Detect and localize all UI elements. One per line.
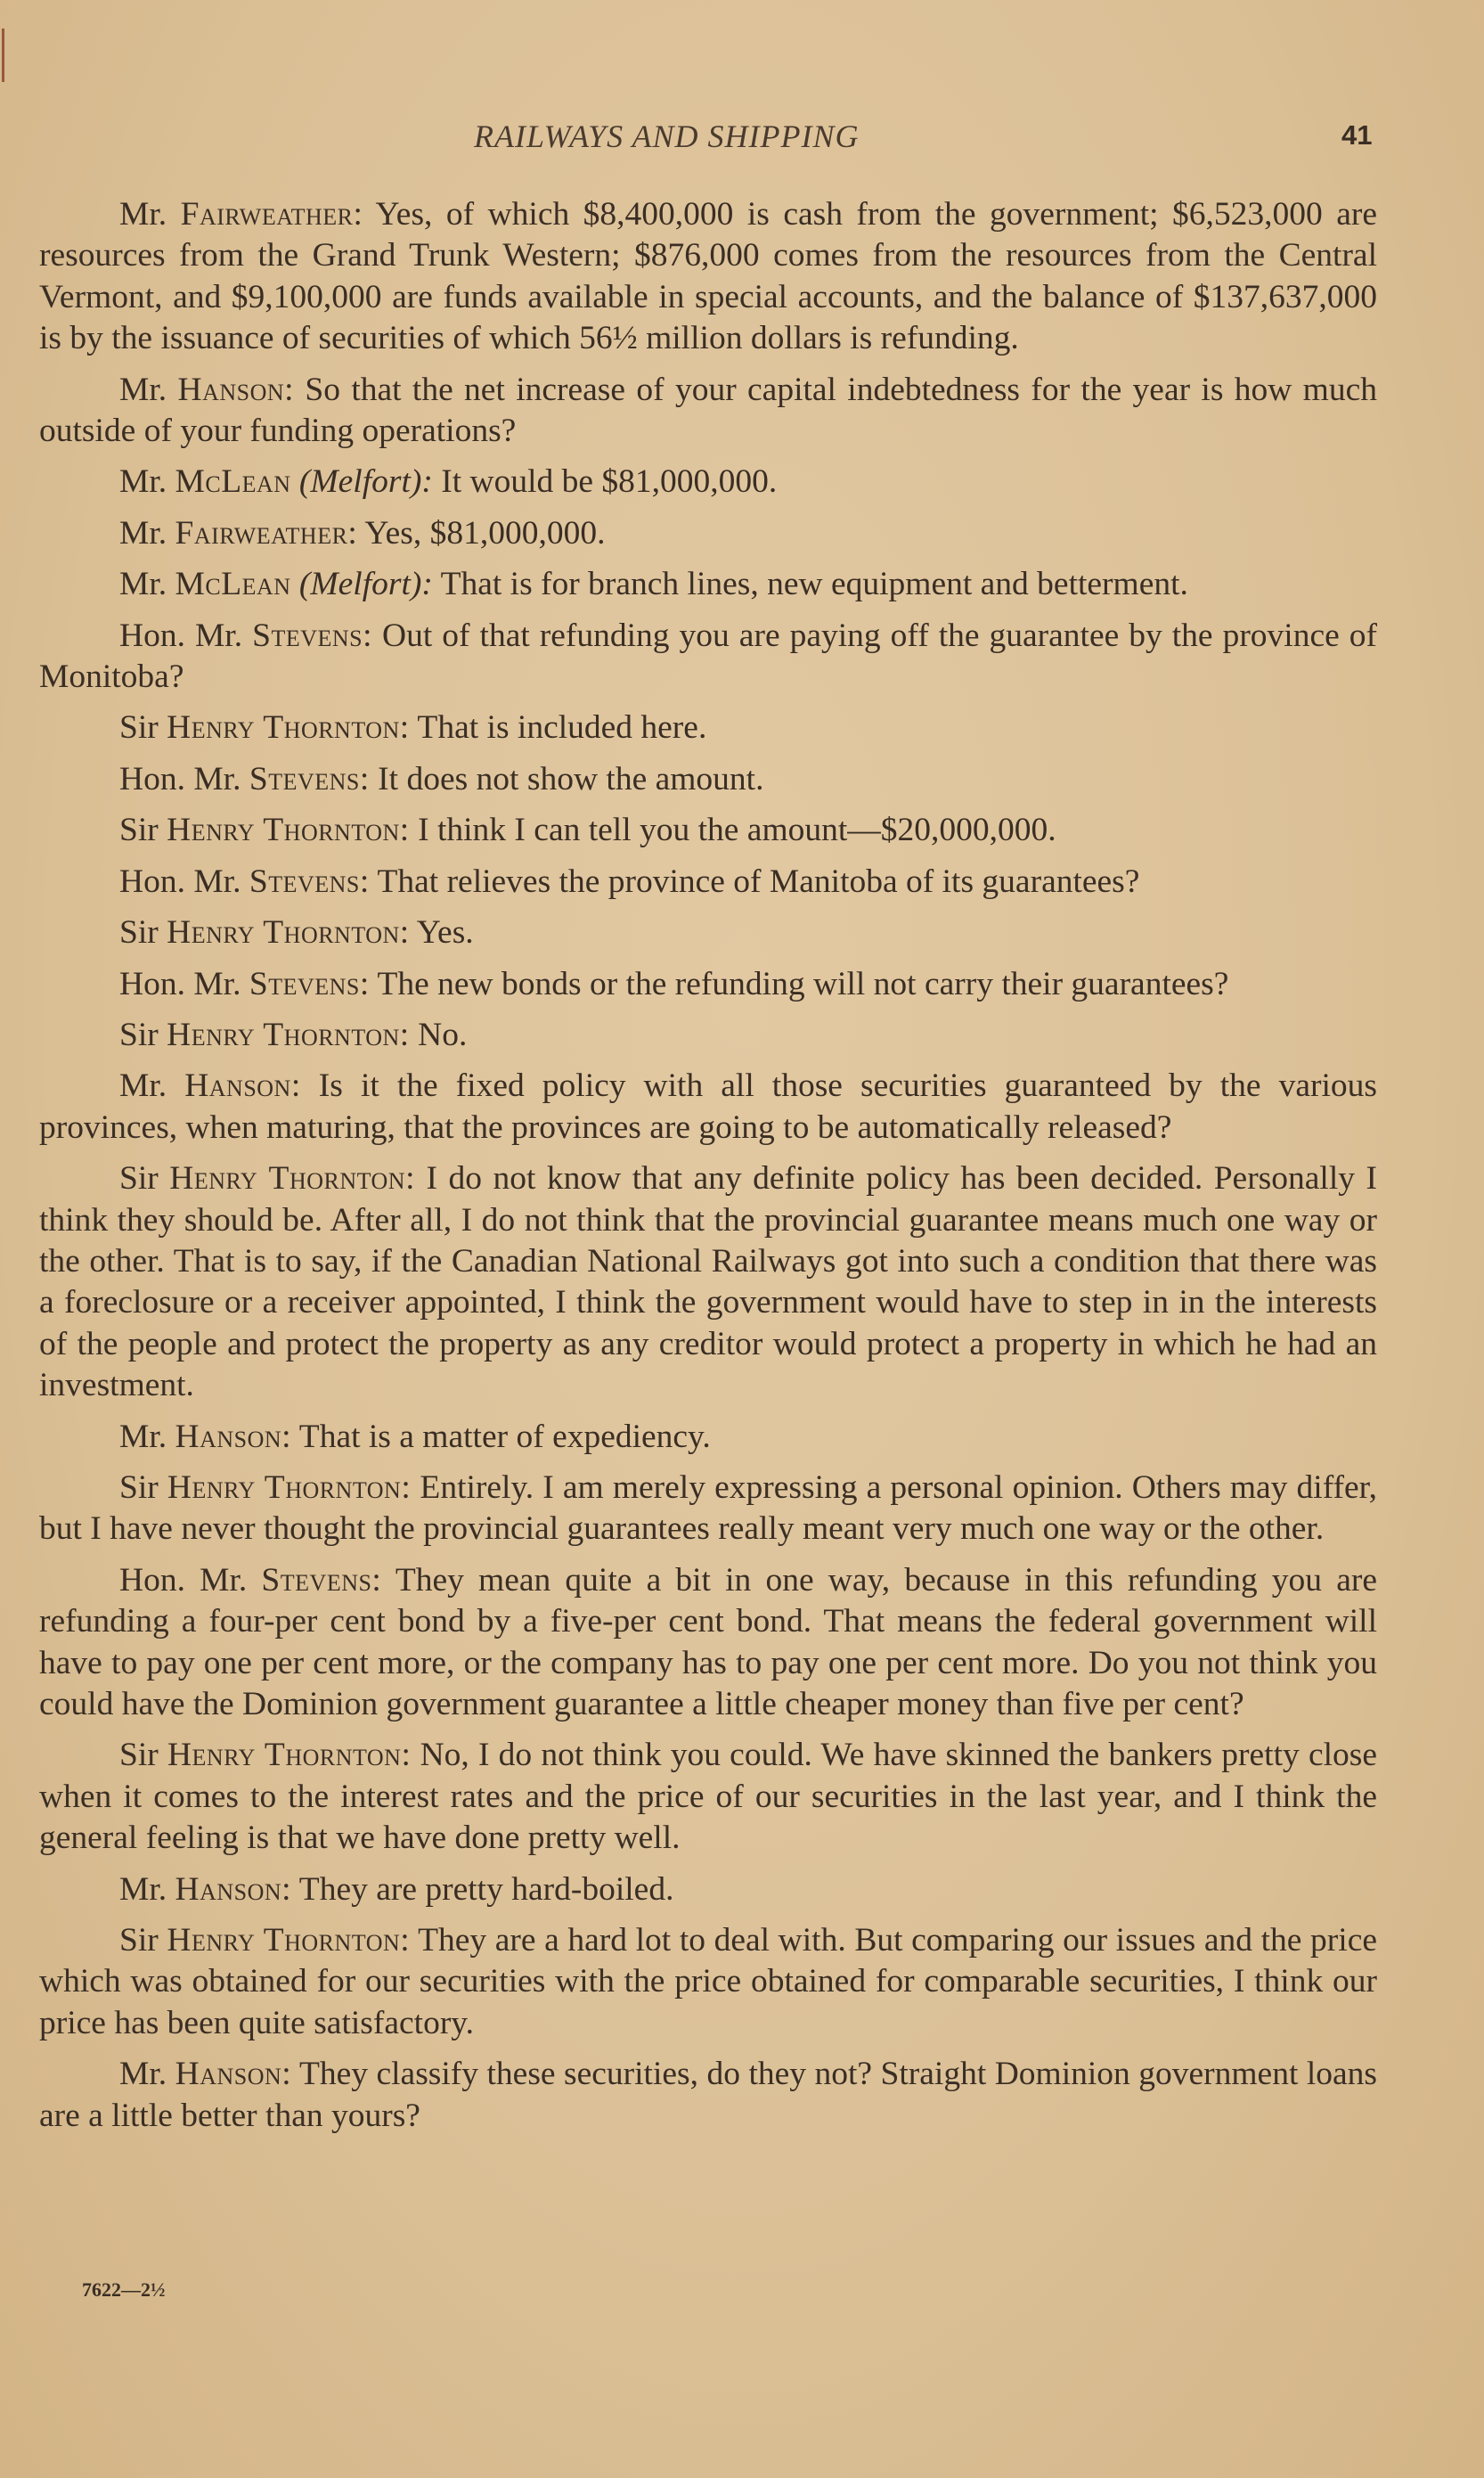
speaker-prefix: Sir [119, 1468, 167, 1506]
speaker-name: Hanson: [175, 2056, 292, 2093]
paragraph-text: They are a hard lot to deal with. But comparing our issues and the price which was obtained for our securities with the price obtained for comparable securities, I think our price has been quite satisfactory. [39, 1922, 1377, 2041]
paragraph [39, 1158, 1377, 1406]
speaker-prefix: Sir [119, 1922, 167, 1959]
speaker-prefix: Mr. [119, 2056, 175, 2093]
paragraph [39, 1869, 1377, 1910]
speaker-prefix: Mr. [119, 1067, 185, 1105]
paragraph [39, 810, 1377, 851]
paragraph-text: Yes, $81,000,000. [357, 514, 606, 552]
paragraph [39, 513, 1377, 554]
speaker-name: Hanson: [184, 1067, 301, 1105]
paragraph-text: Out of that refunding you are paying off the guarantee by the province of Monitoba? [39, 617, 1377, 696]
paragraph-text: No. [409, 1016, 468, 1053]
speaker-prefix: Sir [119, 709, 167, 747]
speaker-name: Henry Thornton: [169, 1160, 415, 1198]
speaker-name: Henry Thornton: [167, 1468, 412, 1506]
speaker-name: Henry Thornton: [167, 709, 410, 747]
paragraph [39, 462, 1377, 503]
body-text [39, 194, 1377, 2147]
speaker-name: Stevens: [249, 863, 370, 900]
speaker-name: Stevens: [261, 1561, 382, 1599]
speaker-prefix: Mr. [119, 566, 175, 603]
speaker-prefix: Mr. [119, 463, 175, 501]
speaker-prefix: Mr. [119, 1418, 175, 1455]
paragraph-text: That is a matter of expediency. [291, 1418, 711, 1455]
speaker-name: Stevens: [252, 617, 373, 654]
paragraph-text: No, I do not think you could. We have skinned the bankers pretty close when it comes to the interest rates and the price of our securities in the last year, and I think the general feeling is that we have done pretty well. [39, 1737, 1377, 1857]
speaker-prefix: Hon. Mr. [119, 760, 249, 797]
speaker-name: Stevens: [249, 760, 370, 797]
paragraph [39, 2054, 1377, 2137]
speaker-prefix: Sir [119, 812, 167, 849]
paragraph [39, 1735, 1377, 1859]
speaker-name: Henry Thornton: [167, 812, 410, 849]
speaker-prefix: Mr. [119, 371, 178, 408]
speaker-note: (Melfort): [290, 463, 433, 501]
paragraph-text: I do not know that any definite policy has been decided. Personally I think they should be. After all, I do not think that the provincial guarantee means much one way or the other. That is to say, if the Canadian National Railways got into such a condition that there was a foreclosure or a receiver appointed, I think the government would have to step in in the interests of the people and protect the property as any creditor would protect a property in which he had an investment. [39, 1160, 1377, 1404]
paragraph-text: I think I can tell you the amount—$20,000,000. [409, 812, 1056, 849]
paragraph-text: That relieves the province of Manitoba of its guarantees? [369, 863, 1140, 900]
speaker-prefix: Sir [119, 1737, 167, 1774]
paragraph [39, 1468, 1377, 1550]
paragraph-text: Entirely. I am merely expressing a personal opinion. Others may differ, but I have never thought the provincial guarantees really meant very much one way or the other. [39, 1468, 1377, 1548]
paragraph [39, 370, 1377, 453]
running-title: RAILWAYS AND SHIPPING [474, 119, 860, 154]
speaker-name: Fairweather: [180, 196, 363, 233]
speaker-name: Hanson: [175, 1870, 292, 1908]
speaker-name: Fairweather: [175, 514, 358, 552]
paragraph-text: Yes. [409, 914, 474, 952]
paragraph-text: It would be $81,000,000. [432, 463, 778, 501]
speaker-prefix: Sir [119, 1160, 170, 1198]
paragraph [39, 1417, 1377, 1458]
paragraph [39, 912, 1377, 953]
paragraph [39, 707, 1377, 748]
paragraph [39, 1560, 1377, 1726]
speaker-name: Henry Thornton: [167, 1016, 410, 1053]
speaker-prefix: Hon. Mr. [119, 617, 253, 654]
paragraph [39, 759, 1377, 800]
paragraph [39, 1015, 1377, 1056]
printer-signature: 7622—2½ [82, 2278, 166, 2301]
paragraph [39, 194, 1377, 360]
speaker-prefix: Hon. Mr. [119, 863, 249, 900]
paragraph-text: They are pretty hard-boiled. [291, 1870, 674, 1908]
speaker-prefix: Sir [119, 914, 167, 952]
paragraph [39, 1920, 1377, 2044]
speaker-name: Stevens: [249, 965, 370, 1002]
paragraph [39, 964, 1377, 1005]
paragraph [39, 1066, 1377, 1149]
speaker-name: Hanson: [175, 1418, 292, 1455]
speaker-name: Henry Thornton: [167, 914, 410, 952]
speaker-prefix: Mr. [119, 1870, 175, 1908]
paragraph-text: That is included here. [409, 709, 707, 747]
speaker-name: McLean [175, 463, 291, 501]
paragraph-text: Is it the fixed policy with all those securities guaranteed by the various provinces, when maturing, that the provinces are going to be automatically released? [39, 1067, 1377, 1146]
margin-ink-mark [2, 29, 4, 82]
paragraph [39, 616, 1377, 699]
speaker-name: Henry Thornton: [167, 1737, 412, 1774]
speaker-name: Hanson: [177, 371, 295, 408]
speaker-prefix: Hon. Mr. [119, 1561, 262, 1599]
page-number: 41 [1341, 119, 1373, 151]
paragraph [39, 862, 1377, 903]
paragraph-text: They mean quite a bit in one way, because in this refunding you are refunding a four-per cent bond by a five-per cent bond. That means the federal government will have to pay one per cent more, or the company has to pay one per cent more. Do you not think you could have the Dominion government guarantee a little cheaper money than five per cent? [39, 1561, 1377, 1722]
running-header [0, 118, 1484, 162]
speaker-prefix: Hon. Mr. [119, 965, 249, 1002]
paragraph-text: They classify these securities, do they not? Straight Dominion government loans are a little better than yours? [39, 2056, 1377, 2134]
paragraph-text: So that the net increase of your capital indebtedness for the year is how much outside of your funding operations? [39, 371, 1377, 450]
speaker-name: McLean [175, 566, 291, 603]
paragraph [39, 564, 1377, 605]
speaker-prefix: Mr. [119, 514, 175, 552]
speaker-prefix: Mr. [119, 196, 181, 233]
speaker-note: (Melfort): [290, 566, 433, 603]
speaker-prefix: Sir [119, 1016, 167, 1053]
paragraph-text: It does not show the amount. [369, 760, 764, 797]
paragraph-text: That is for branch lines, new equipment and betterment. [432, 566, 1188, 603]
paragraph-text: Yes, of which $8,400,000 is cash from the government; $6,523,000 are resources from the Grand Trunk Western; $876,000 comes from the resources from the Central Vermont, and $9,100,000 are funds available in special accounts, and the balance of $137,637,000 is by the issuance of securities of which 56½ million dollars is refunding. [39, 196, 1377, 357]
paragraph-text: The new bonds or the refunding will not carry their guarantees? [369, 965, 1229, 1002]
speaker-name: Henry Thornton: [167, 1922, 411, 1959]
